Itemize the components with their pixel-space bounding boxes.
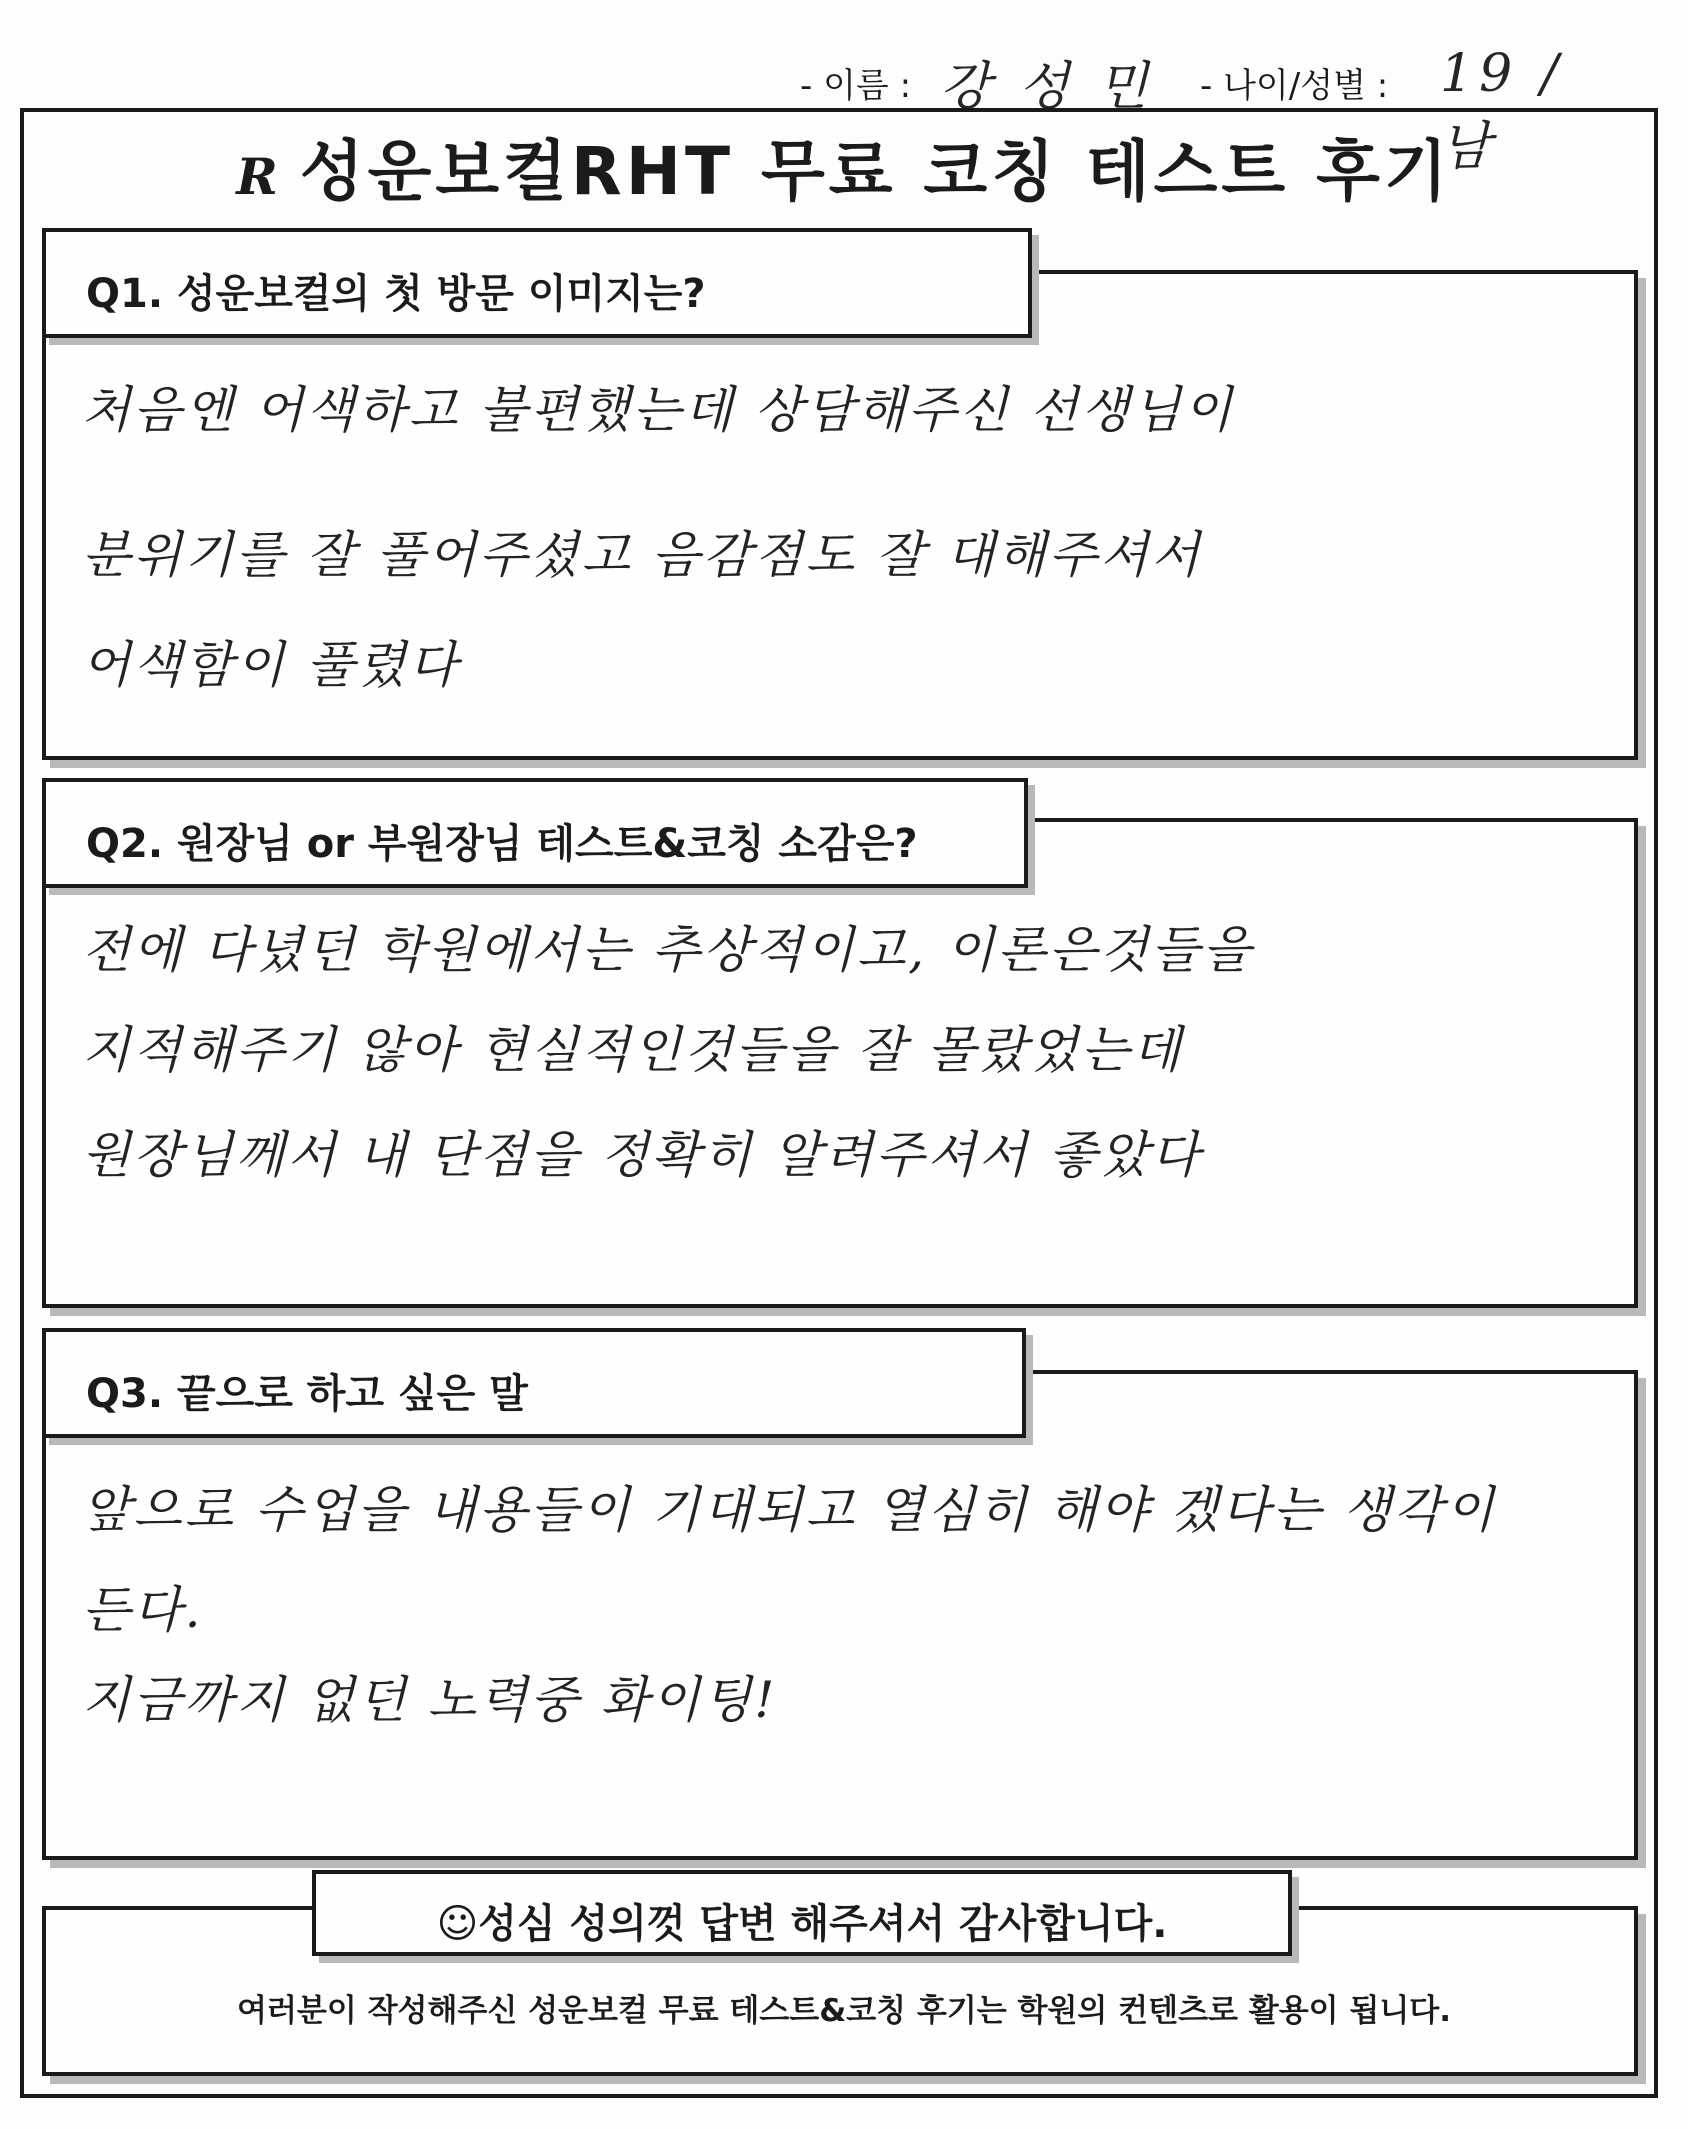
answer-1 bbox=[42, 370, 1602, 730]
name-label: - 이름 : bbox=[800, 66, 912, 106]
answer-2-line: 지적해주기 않아 현실적인것들을 잘 몰랐었는데 bbox=[82, 1021, 1184, 1079]
answer-3 bbox=[42, 1470, 1602, 1830]
footer-note: 여러분이 작성해주신 성운보컬 무료 테스트&코칭 후기는 학원의 컨텐츠로 활용이 됩니다. bbox=[237, 1993, 1451, 2029]
question-3-tab: Q3. 끝으로 하고 싶은 말 bbox=[42, 1328, 1026, 1438]
age-gender-label: - 나이/성별 : bbox=[1200, 66, 1389, 106]
thanks-tab: ☺성심 성의껏 답변 해주셔서 감사합니다. bbox=[312, 1870, 1292, 1956]
answer-3-line: 앞으로 수업을 내용들이 기대되고 열심히 해야 겠다는 생각이 bbox=[82, 1481, 1497, 1539]
question-2-tab: Q2. 원장님 or 부원장님 테스트&코칭 소감은? bbox=[42, 778, 1028, 888]
page-title bbox=[0, 118, 1688, 213]
answer-3-line: 지금까지 없던 노력중 화이팅! bbox=[82, 1671, 778, 1729]
title-text: 성운보컬RHT 무료 코칭 테스트 후기 bbox=[299, 133, 1452, 210]
answer-2 bbox=[42, 910, 1602, 1270]
question-1-tab: Q1. 성운보컬의 첫 방문 이미지는? bbox=[42, 228, 1032, 338]
name-value: 강 성 민 bbox=[940, 57, 1154, 117]
answer-1-line: 분위기를 잘 풀어주셨고 음감점도 잘 대해주셔서 bbox=[82, 526, 1203, 584]
logo-mark: R bbox=[236, 147, 282, 206]
answer-1-line: 어색함이 풀렸다 bbox=[82, 636, 460, 694]
answer-2-line: 전에 다녔던 학원에서는 추상적이고, 이론은것들을 bbox=[82, 921, 1254, 979]
answer-1-line: 처음엔 어색하고 불편했는데 상담해주신 선생님이 bbox=[82, 381, 1235, 439]
answer-2-line: 원장님께서 내 단점을 정확히 알려주셔서 좋았다 bbox=[82, 1126, 1203, 1184]
age-gender-value: 19 / 남 bbox=[1440, 44, 1565, 177]
answer-3-line: 든다. bbox=[82, 1581, 204, 1639]
respondent-info bbox=[800, 44, 1640, 177]
